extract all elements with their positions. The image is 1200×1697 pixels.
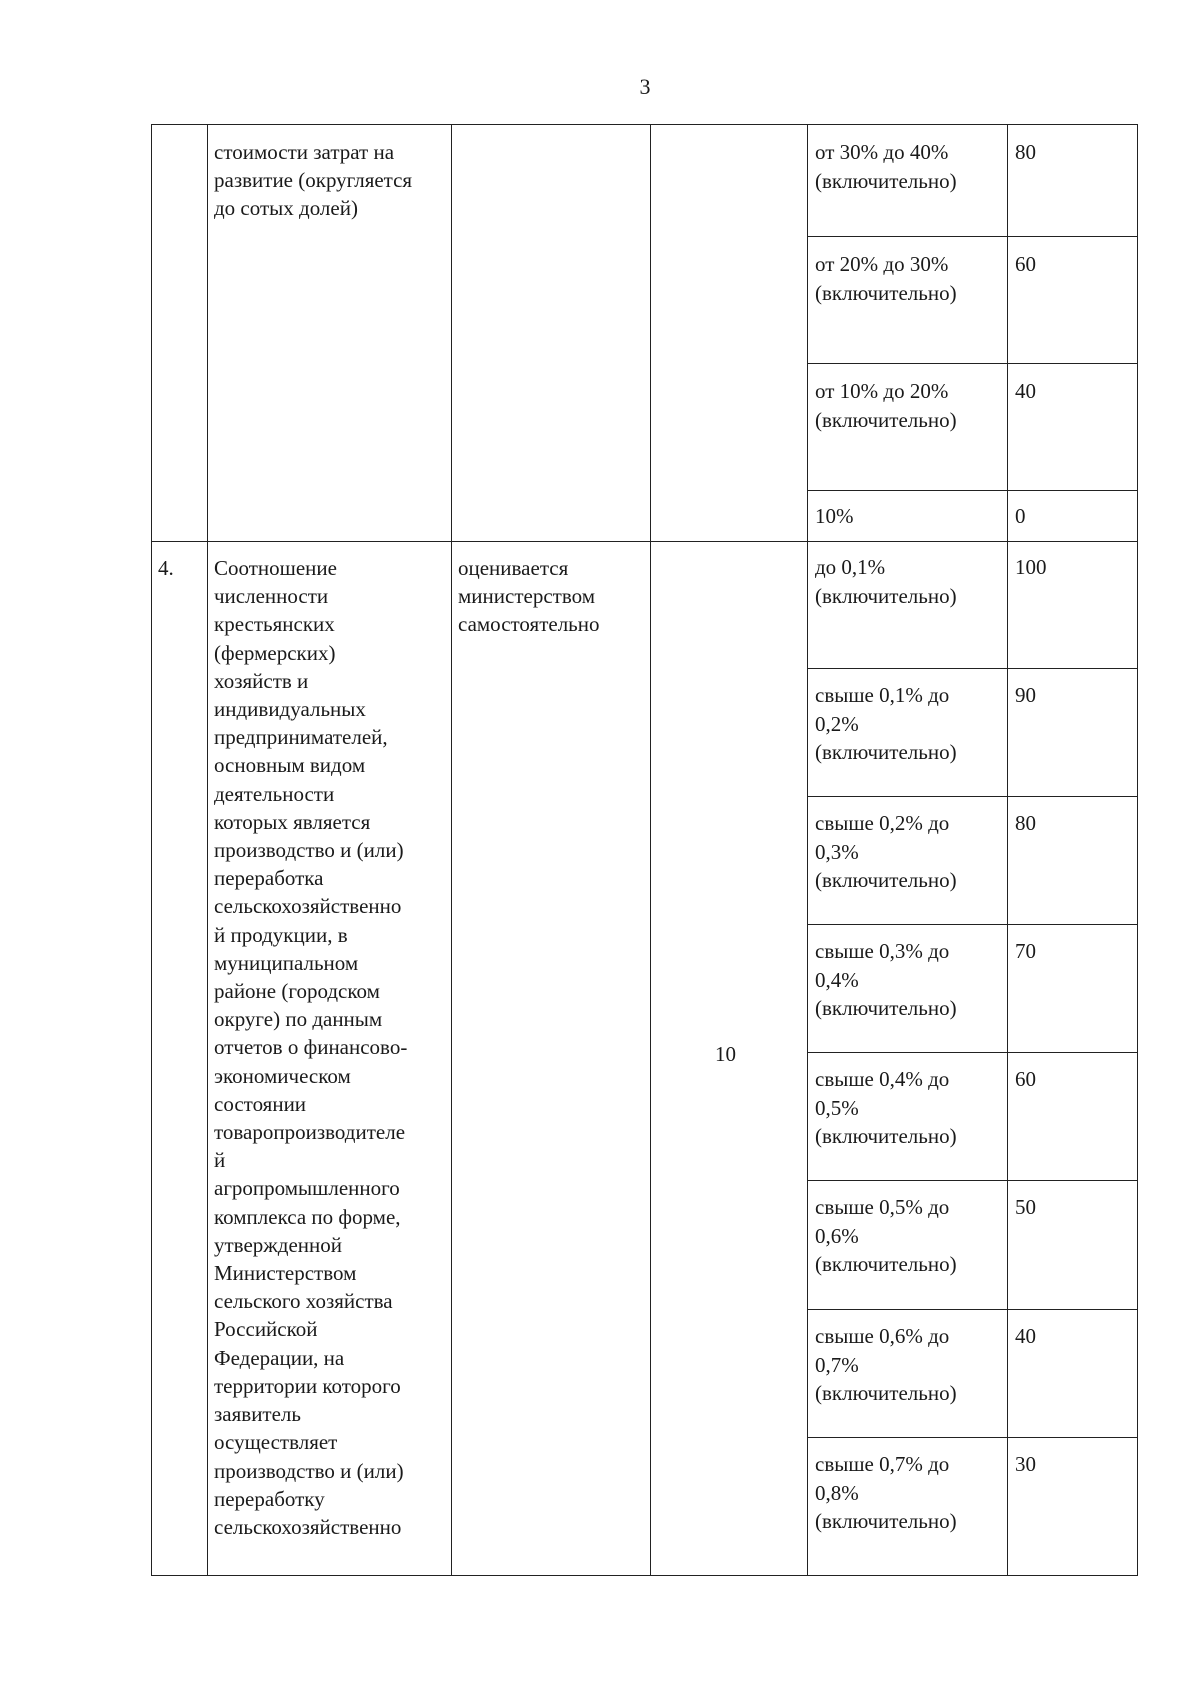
scale-range-line: (включительно) [815, 280, 957, 305]
score-cell: 40 [1015, 1324, 1036, 1348]
criterion-line: Федерации, на [214, 1345, 345, 1370]
scale-range-line: 0,8% [815, 1480, 859, 1505]
criterion-line: й продукции, в [214, 922, 348, 947]
scale-range-line: от 10% до 20% [815, 379, 949, 403]
score-cell: 80 [1015, 811, 1036, 835]
score-cell: 40 [1015, 379, 1036, 403]
scale-range-cell [815, 553, 957, 610]
column-divider [650, 124, 651, 1576]
criterion-line: утвержденной [214, 1232, 343, 1257]
score-cell: 100 [1015, 555, 1047, 579]
scale-range-cell [815, 1322, 957, 1408]
criterion-line: которых является [214, 809, 371, 834]
scale-range-cell [815, 1193, 957, 1279]
score-cell: 60 [1015, 252, 1036, 276]
row-divider [151, 541, 1138, 542]
scale-range-line: 0,2% [815, 711, 859, 736]
criterion-line: переработку [214, 1486, 325, 1511]
method-cell [458, 554, 599, 639]
score-cell: 30 [1015, 1452, 1036, 1476]
scale-range-line: 0,7% [815, 1352, 859, 1377]
column-divider [1007, 124, 1008, 1576]
criterion-line: округе) по данным [214, 1007, 383, 1032]
scale-range-line: свыше 0,5% до [815, 1195, 950, 1219]
criterion-line: состоянии [214, 1091, 307, 1116]
scale-range-line: от 20% до 30% [815, 252, 949, 276]
scale-range-line: свыше 0,4% до [815, 1067, 950, 1091]
scale-range-line: свыше 0,7% до [815, 1452, 950, 1476]
scale-range-line: свыше 0,3% до [815, 939, 950, 963]
criterion-line: хозяйств и [214, 668, 309, 693]
scale-range-cell [815, 681, 957, 767]
criterion-line: заявитель [214, 1402, 301, 1427]
row-divider [807, 1052, 1138, 1053]
criterion-line: переработка [214, 866, 324, 891]
criterion-line: численности [214, 584, 329, 609]
criterion-line: товаропроизводителе [214, 1120, 406, 1145]
method-line: самостоятельно [458, 612, 600, 637]
row-divider [807, 490, 1138, 491]
row-divider [807, 1437, 1138, 1438]
criterion-line: экономическом [214, 1063, 351, 1088]
scale-range-line: свыше 0,6% до [815, 1324, 950, 1348]
scale-range-line: (включительно) [815, 740, 957, 764]
row-divider [807, 668, 1138, 669]
criterion-line: до сотых долей) [214, 196, 358, 221]
row-divider [807, 796, 1138, 797]
criterion-line: отчетов о финансово- [214, 1035, 408, 1060]
criterion-line: Министерством [214, 1261, 357, 1286]
scale-range-line: (включительно) [815, 168, 957, 193]
scale-range-line: (включительно) [815, 868, 957, 892]
scale-range-line: свыше 0,2% до [815, 811, 950, 835]
criterion-line: основным видом [214, 753, 366, 778]
row-divider [807, 924, 1138, 925]
row-divider [807, 1309, 1138, 1310]
scale-range-line: свыше 0,1% до [815, 683, 950, 707]
scale-range-line: (включительно) [815, 583, 957, 608]
criterion-line: муниципальном [214, 950, 359, 975]
page-number: 3 [639, 74, 651, 99]
scale-range-cell [815, 377, 957, 434]
scale-range-line: (включительно) [815, 1252, 957, 1276]
scale-range-line: 10% [815, 504, 854, 528]
criterion-line: Российской [214, 1317, 318, 1342]
scale-range-cell [815, 937, 957, 1023]
score-cell: 90 [1015, 683, 1036, 707]
score-cell: 50 [1015, 1195, 1036, 1219]
criterion-line: осуществляет [214, 1430, 338, 1455]
scale-range-line: (включительно) [815, 1381, 957, 1405]
scale-range-cell [815, 138, 957, 195]
criterion-line: й [214, 1148, 226, 1173]
scale-range-cell [815, 1065, 957, 1151]
criterion-line: сельского хозяйства [214, 1289, 393, 1314]
column-divider [451, 124, 452, 1576]
scale-range-line: (включительно) [815, 1124, 957, 1148]
criterion-line: предпринимателей, [214, 725, 388, 750]
criterion-line: Соотношение [214, 556, 337, 580]
row-divider [807, 363, 1138, 364]
row-number-cell: 4. [158, 556, 174, 580]
criterion-line: сельскохозяйственно [214, 894, 402, 919]
criterion-line: крестьянских [214, 612, 335, 637]
scale-range-line: 0,6% [815, 1223, 859, 1248]
row-divider [807, 236, 1138, 237]
weight-cell: 10 [715, 1042, 736, 1066]
scale-range-line: (включительно) [815, 996, 957, 1020]
score-cell: 60 [1015, 1067, 1036, 1091]
scale-range-line: (включительно) [815, 407, 957, 432]
criterion-line: территории которого [214, 1373, 401, 1398]
method-line: оценивается [458, 556, 569, 580]
criterion-cell [214, 138, 412, 223]
criterion-line: районе (городском [214, 979, 380, 1004]
criterion-line: производство и (или) [214, 1458, 404, 1483]
criterion-line: агропромышленного [214, 1176, 400, 1201]
scale-range-line: от 30% до 40% [815, 140, 949, 164]
scale-range-cell [815, 250, 957, 307]
criterion-cell [214, 554, 407, 1541]
criterion-line: (фермерских) [214, 640, 336, 665]
scale-range-cell [815, 502, 854, 531]
criterion-line: производство и (или) [214, 838, 404, 863]
scale-range-line: 0,3% [815, 839, 859, 864]
criterion-line: сельскохозяйственно [214, 1514, 402, 1539]
criterion-line: индивидуальных [214, 697, 366, 722]
row-divider [807, 1180, 1138, 1181]
scale-range-cell [815, 1450, 957, 1536]
score-cell: 80 [1015, 140, 1036, 164]
scale-range-line: до 0,1% [815, 555, 886, 579]
scale-range-line: 0,4% [815, 967, 859, 992]
criterion-line: комплекса по форме, [214, 1204, 401, 1229]
method-line: министерством [458, 584, 595, 609]
criterion-line: развитие (округляется [214, 168, 413, 193]
criterion-line: деятельности [214, 781, 335, 806]
scale-range-cell [815, 809, 957, 895]
column-divider [207, 124, 208, 1576]
scale-range-line: 0,5% [815, 1095, 859, 1120]
column-divider [807, 124, 808, 1576]
score-cell: 0 [1015, 504, 1026, 528]
score-cell: 70 [1015, 939, 1036, 963]
criterion-line: стоимости затрат на [214, 140, 395, 164]
scale-range-line: (включительно) [815, 1509, 957, 1533]
